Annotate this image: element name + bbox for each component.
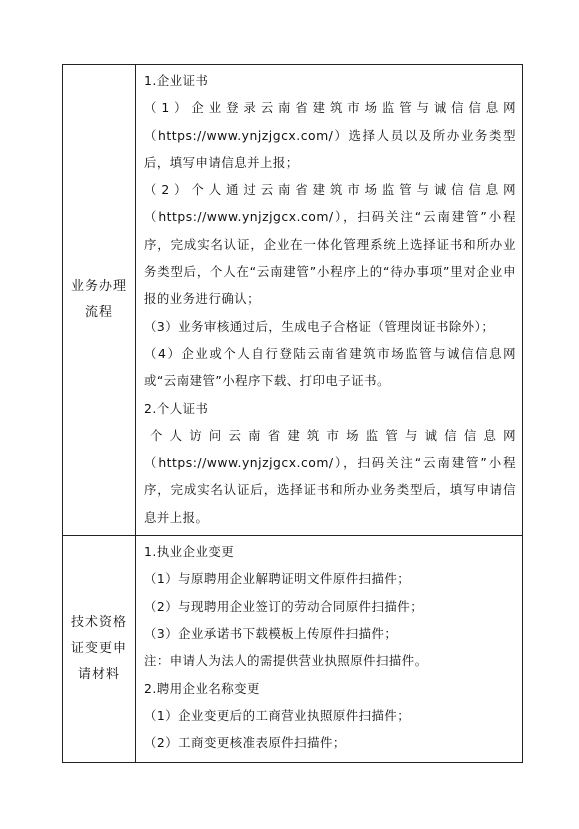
row-label-line: 业务办理	[70, 279, 127, 295]
table-row-process	[63, 65, 523, 536]
list-item: （2）工商变更核准表原件扫描件；	[144, 735, 346, 751]
list-item: （1）企业登录云南省建筑市场监管与诚信信息网（https://www.ynjzjgcx.com/）选择人员以及所办业务类型后，填写申请信息并上报；	[144, 100, 516, 170]
section-heading: 1.执业企业变更	[144, 544, 235, 560]
row-content-process	[136, 65, 523, 536]
section-heading: 2.个人证书	[144, 400, 209, 416]
table-row-materials	[63, 536, 523, 763]
document-table	[62, 64, 523, 763]
row-label-line: 流程	[84, 305, 113, 321]
row-label-line: 证变更申	[70, 641, 127, 657]
list-item: （4）企业或个人自行登陆云南省建筑市场监管与诚信信息网或“云南建管”小程序下载、打印电子证书。	[144, 345, 516, 389]
list-item: 个人访问云南省建筑市场监管与诚信信息网（https://www.ynjzjgcx.com/），扫码关注“云南建管”小程序，完成实名认证后，选择证书和所办业务类型后，填写申请信息并上报。	[144, 427, 516, 525]
row-label-line: 请材料	[77, 667, 120, 683]
note-text: 注：申请人为法人的需提供营业执照原件扫描件。	[144, 653, 428, 669]
section-heading: 1.企业证书	[144, 73, 209, 88]
list-item: （1）与原聘用企业解聘证明文件原件扫描件；	[144, 571, 411, 587]
list-item: （2）个人通过云南省建筑市场监管与诚信信息网（https://www.ynjzjgcx.com/），扫码关注“云南建管”小程序，完成实名认证，企业在一体化管理系统上选择证书和所办业务类型后，个人在“云南建管”小程序上的“待办事项”里对企业申报的业务进行确认；	[144, 182, 516, 307]
list-item: （1）企业变更后的工商营业执照原件扫描件；	[144, 707, 411, 723]
row-label-materials	[63, 536, 136, 763]
row-label-line: 技术资格	[70, 615, 127, 631]
list-item: （3）企业承诺书下载模板上传原件扫描件；	[144, 625, 398, 641]
list-item: （3）业务审核通过后，生成电子合格证（管理岗证书除外）；	[144, 318, 495, 334]
row-label-process	[63, 65, 136, 536]
list-item: （2）与现聘用企业签订的劳动合同原件扫描件；	[144, 598, 424, 614]
row-content-materials	[136, 536, 523, 763]
section-heading: 2.聘用企业名称变更	[144, 680, 260, 696]
